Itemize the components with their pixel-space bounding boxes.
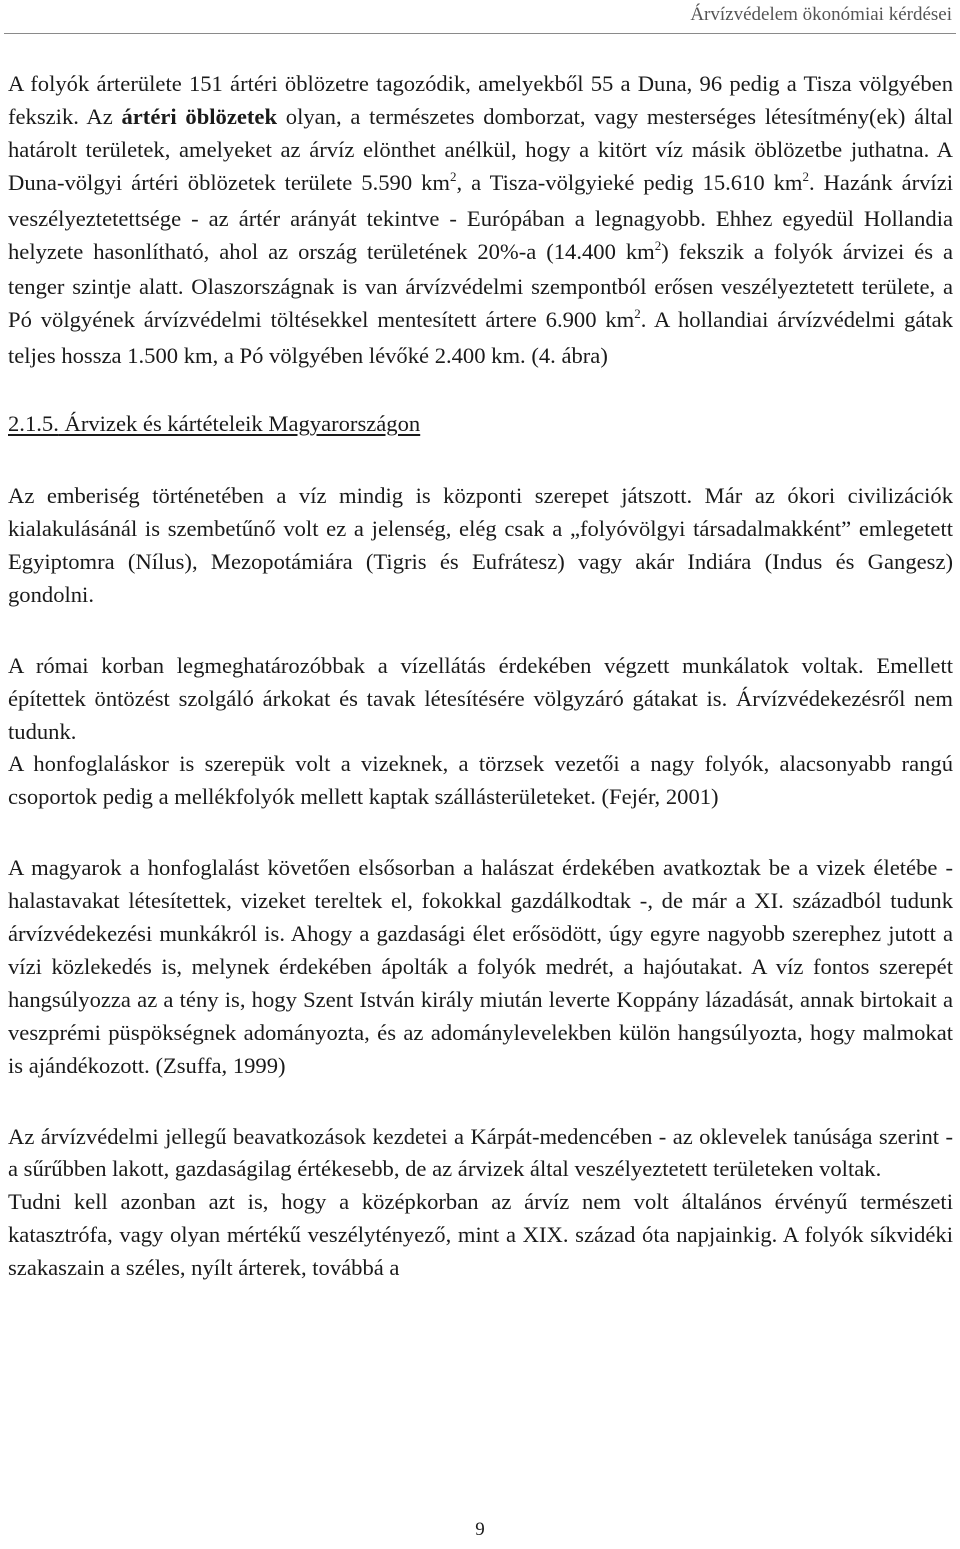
paragraph-hungarians-waters: A magyarok a honfoglalást követően elsősorban a halászat érdekében avatkoztak be a vizek életébe - halastavakat létesítettek, vizeket tereltek el, fokokkal gazdálkodtak -, de már a XI. századból tudunk árvízvédekezési munkákról is. Ahogy a gazdasági élet erősödött, úgy egyre nagyobb szerephez jutott a vízi közlekedés is, melynek érdekében ápolták a folyók medrét, a hajóutakat. A víz fontos szerepét hangsúlyozza az a tény is, hogy Szent István király miután leverte Koppány lázadását, annak birtokait a veszprémi püspökségnek adományozta, és az adománylevelekben külön hangsúlyozta, hogy malmokat is ajándékozott. (Zsuffa, 1999) bbox=[8, 855, 953, 1078]
bold-term: ártéri öblözetek bbox=[121, 103, 278, 129]
superscript: 2 bbox=[449, 168, 457, 184]
page-number: 9 bbox=[475, 1519, 485, 1540]
paragraph-roman-era: A római korban legmeghatározóbbak a vízellátás érdekében végzett munkálatok voltak. Emellett építettek öntözést szolgáló árkokat és tavak létesítésére völgyzáró gátakat is. Árvízvédekezésről nem tudunk. bbox=[8, 652, 953, 744]
section-heading bbox=[8, 408, 953, 441]
text-run: ) fekszik a folyók árvizei és a tenger szintje alatt. Olaszországnak is van árvízvédelmi szempontból erősen veszélyeztetett területe, a Pó völgyének árvízvédelmi töltésekkel mentesített ártere 6.900 km bbox=[8, 238, 953, 333]
spacer bbox=[8, 373, 953, 408]
paragraph-middle-ages: Tudni kell azonban azt is, hogy a középkorban az árvíz nem volt általános érvényű természeti katasztrófa, vagy olyan mértékű veszélytényező, mint a XIX. század óta napjainkig. A folyók síkvidéki szakaszain a széles, nyílt árterek, továbbá a bbox=[8, 1189, 953, 1281]
text-run: . A hollandiai árvízvédelmi gátak teljes hossza 1.500 km, a Pó völgyében lévőké 2.400 km. (4. ábra) bbox=[8, 307, 954, 369]
text-run: Ehhez egyedül Hollandia helyzete hasonlítható, ahol az ország területének 20%-a (14.400 km bbox=[8, 205, 954, 264]
superscript: 2 bbox=[634, 306, 641, 322]
text-run: . Hazánk árvízi veszélyeztetettsége - az ártér arányát tekintve - Európában a legnagyobb. bbox=[8, 169, 953, 231]
spacer bbox=[8, 612, 953, 650]
superscript: 2 bbox=[802, 168, 809, 184]
spacer bbox=[8, 814, 953, 852]
text-run: olyan, a természetes domborzat, vagy mesterséges létesítmény(ek) által határolt területek, amelyeket az árvíz elönthet anélkül, hogy a kitört víz másik öblözetbe juthatna. A Duna-völgyi ártéri öblözetek területe 5.590 km bbox=[8, 103, 953, 195]
paragraph-floodplain-basins bbox=[8, 68, 953, 373]
section-number: 2.1.5. bbox=[8, 411, 59, 437]
spacer bbox=[8, 441, 953, 480]
header-rule bbox=[4, 33, 956, 34]
text-run: A folyók árterülete 151 ártéri öblözetre tagozódik, amelyekből 55 a Duna, 96 pedig a Tisza völgyében fekszik. Az bbox=[8, 71, 953, 129]
paragraph-ancient-civilizations: Az emberiség történetében a víz mindig is központi szerepet játszott. Már az ókori civilizációk kialakulásánál is szembetűnő volt ez a jelenség, elég csak a „folyóvölgyi társadalmakként” emlegetett Egyiptomra (Nílus), Mezopotámiára (Tigris és Eufrátesz) vagy akár Indiára (Indus és Gangesz) gondolni. bbox=[8, 483, 953, 607]
spacer bbox=[8, 1083, 953, 1121]
superscript: 2 bbox=[654, 237, 662, 253]
text-run: , a Tisza-völgyieké pedig 15.610 km bbox=[456, 169, 803, 195]
paragraph-conquest: A honfoglaláskor is szerepük volt a vizeknek, a törzsek vezetői a nagy folyók, alacsonyabb rangú csoportok pedig a mellékfolyók mellett kaptak szállásterületeket. (Fejér, 2001) bbox=[8, 751, 953, 810]
document-body bbox=[8, 68, 953, 1285]
section-title: Árvizek és kártételeik Magyarországon bbox=[64, 411, 421, 437]
running-header-title: Árvízvédelem ökonómiai kérdései bbox=[690, 4, 952, 25]
paragraph-flood-protection-beginnings: Az árvízvédelmi jellegű beavatkozások kezdetei a Kárpát-medencében - az oklevelek tanúsága szerint - a sűrűbben lakott, gazdaságilag értékesebb, de az árvizek által veszélyeztetett területeken voltak. bbox=[8, 1123, 953, 1182]
